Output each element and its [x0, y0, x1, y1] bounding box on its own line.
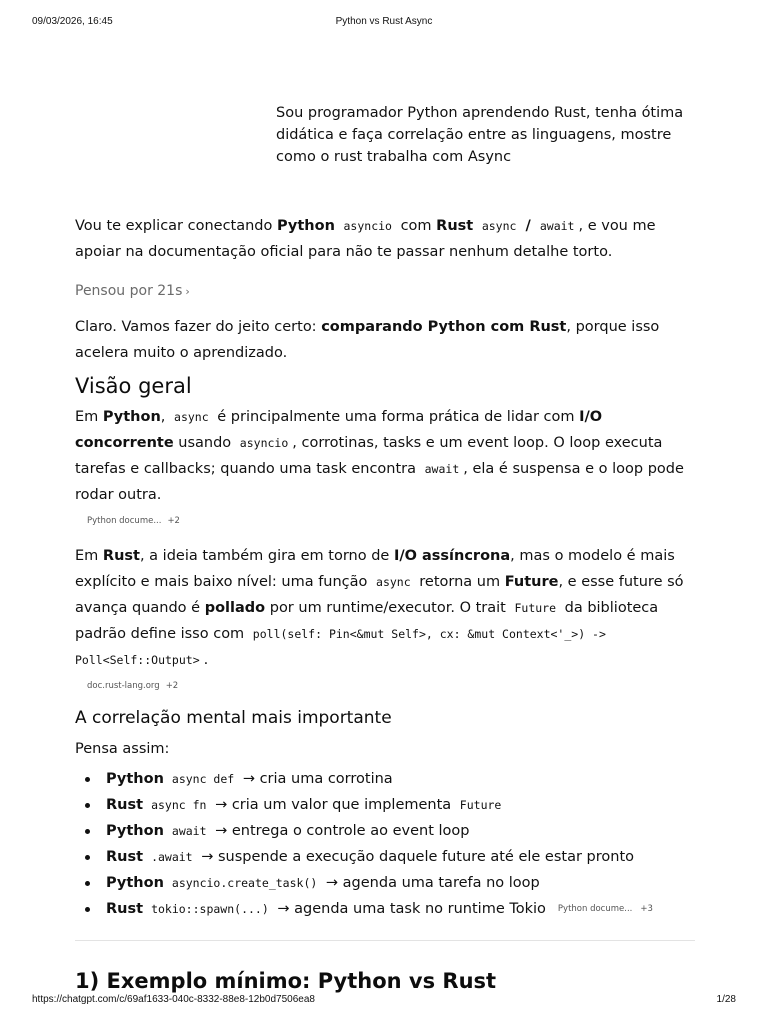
- python-async-paragraph: Em Python, async é principalmente uma forma prática de lidar com I/O concorrente usando asyncio , corrotinas, tasks e um event loop. O loop executa tarefas e callbacks; quando uma task encontra await , ela é suspensa e o loop pode rodar outra.: [75, 409, 684, 503]
- inline-code: asyncio.create_task(): [171, 876, 318, 890]
- inline-code: .await: [151, 850, 193, 864]
- inline-code: async: [376, 575, 411, 589]
- print-footer: [32, 994, 736, 1008]
- citation-source[interactable]: doc.rust-lang.org: [87, 681, 160, 691]
- user-message: Sou programador Python aprendendo Rust, tenha ótima didática e faça correlação entre as linguagens, mostre como o rust trabalha com Async: [276, 105, 684, 165]
- list-item: Rust async fn → cria um valor que implementa Future: [75, 792, 695, 818]
- list-item: Rust tokio::spawn(...) → agenda uma task no runtime Tokio Python docume... +3: [75, 896, 695, 922]
- thought-label[interactable]: Pensou por 21s: [75, 283, 183, 299]
- inline-code: async fn: [151, 798, 207, 812]
- inline-code: asyncio: [239, 436, 289, 450]
- inline-code: Future: [514, 601, 557, 615]
- list-item: Python await → entrega o controle ao event loop: [75, 818, 695, 844]
- assistant-response: [75, 213, 695, 995]
- citation-source[interactable]: Python docume...: [87, 516, 162, 526]
- heading-correlacao: A correlação mental mais importante: [75, 708, 392, 728]
- citation-more[interactable]: +3: [640, 904, 653, 914]
- print-title: Python vs Rust Async: [335, 16, 433, 27]
- intro-paragraph: Vou te explicar conectando Python asyncio com Rust async / await , e vou me apoiar na documentação oficial para não te passar nenhum detalhe torto.: [75, 218, 656, 260]
- answer-intro: Claro. Vamos fazer do jeito certo: comparando Python com Rust, porque isso acelera muito o aprendizado.: [75, 319, 660, 361]
- heading-visao-geral: Visão geral: [75, 374, 192, 398]
- print-url: https://chatgpt.com/c/69af1633-040c-8332-88e8-12b0d7506ea8: [32, 994, 315, 1005]
- inline-code: async def: [171, 772, 235, 786]
- section-divider: [75, 940, 695, 941]
- citation-chip[interactable]: [87, 681, 178, 691]
- chevron-right-icon[interactable]: ›: [185, 285, 190, 298]
- citation-chip[interactable]: [558, 896, 653, 922]
- citation-source[interactable]: Python docume...: [557, 904, 633, 914]
- citation-more[interactable]: +2: [167, 516, 180, 526]
- inline-code: tokio::spawn(...): [151, 902, 269, 916]
- thought-toggle[interactable]: [75, 281, 695, 302]
- inline-code: Future: [459, 798, 502, 812]
- inline-code: asyncio: [343, 219, 392, 233]
- inline-code: poll(self: Pin<&mut Self>, cx: &mut Context<'_>) -> Poll<Self::Output>: [75, 627, 606, 667]
- inline-code: await: [539, 219, 575, 233]
- inline-code: async: [481, 219, 517, 233]
- citation-more[interactable]: +2: [165, 681, 179, 691]
- inline-code: await: [171, 824, 207, 838]
- heading-exemplo-minimo: 1) Exemplo mínimo: Python vs Rust: [75, 969, 497, 993]
- print-page-number: 1/28: [716, 994, 736, 1005]
- correlation-list: [75, 766, 695, 922]
- inline-code: await: [424, 462, 460, 476]
- citation-chip[interactable]: [87, 516, 180, 526]
- inline-code: async: [174, 410, 209, 424]
- list-item: Python asyncio.create_task() → agenda uma tarefa no loop: [75, 870, 695, 896]
- rust-async-paragraph: Em Rust, a ideia também gira em torno de I/O assíncrona, mas o modelo é mais explícito e mais baixo nível: uma função async retorna um Future, e esse future só avança quando é pollado por um runtime/executor. O trait Future da biblioteca padrão define isso com poll(self: Pin<&mut Self>, cx: &mut Context<'_>) -> Poll<Self::Output> .: [75, 548, 684, 668]
- list-item: Rust .await → suspende a execução daquele future até ele estar pronto: [75, 844, 695, 870]
- lead-text: Pensa assim:: [75, 741, 170, 757]
- print-datetime: 09/03/2026, 16:45: [32, 16, 113, 27]
- list-item: Python async def → cria uma corrotina: [75, 766, 695, 792]
- print-header: [32, 16, 736, 30]
